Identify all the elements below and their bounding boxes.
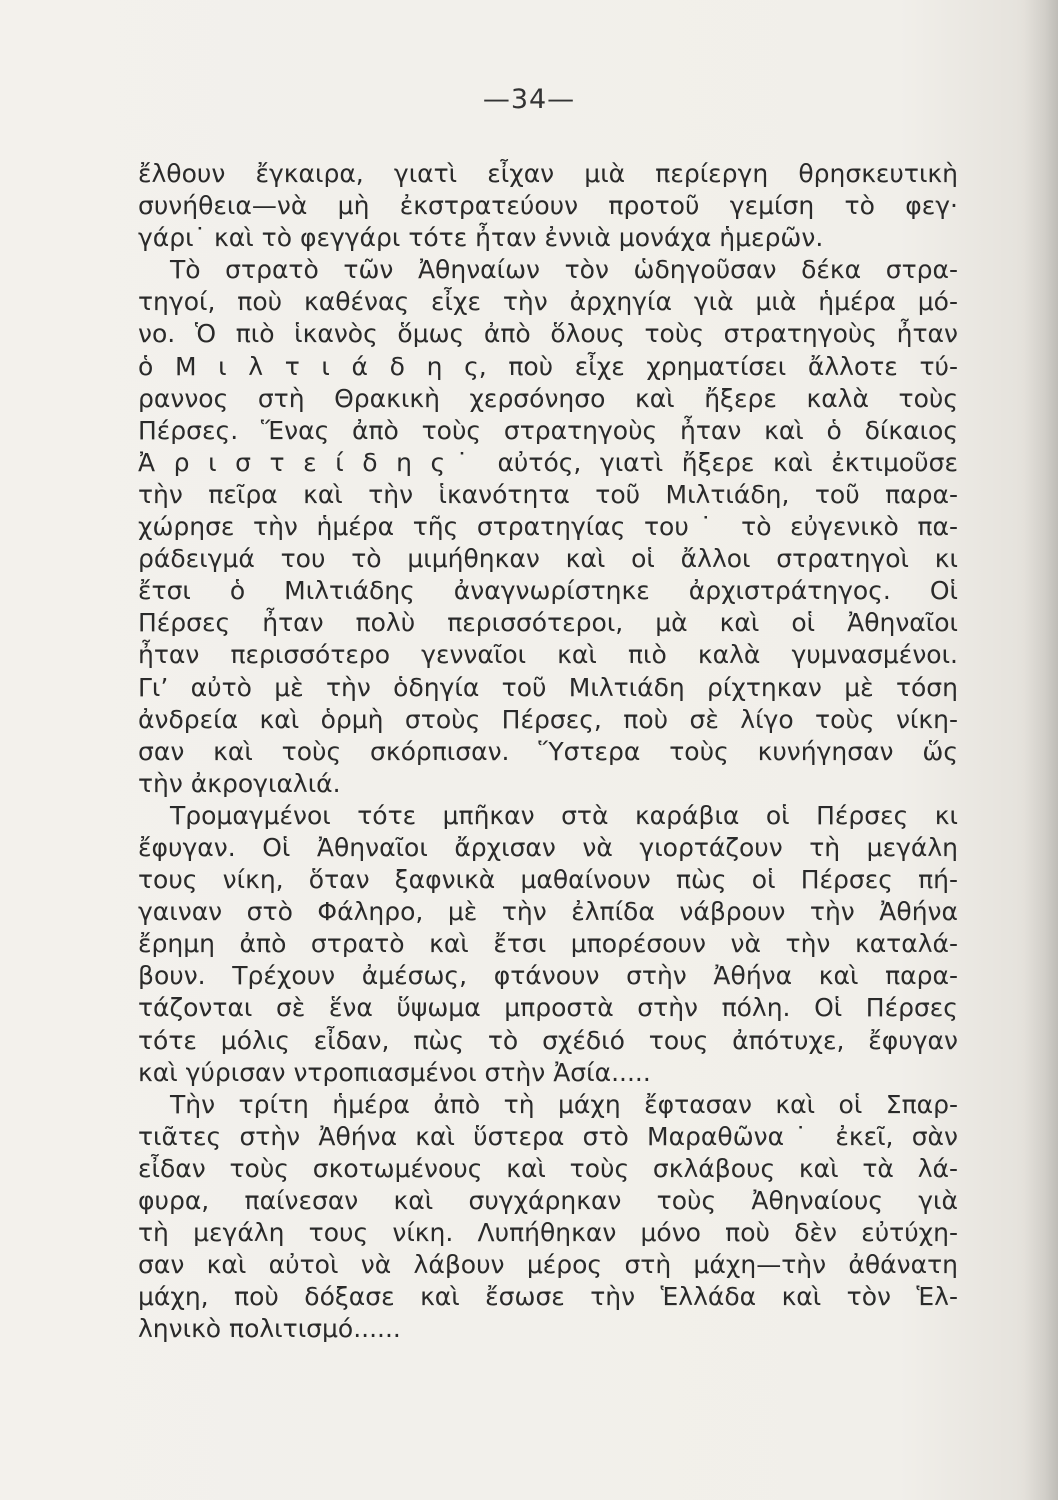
text-line: ἔρημη ἀπὸ στρατὸ καὶ ἔτσι μπορέσουν νὰ τὴν καταλά- bbox=[138, 929, 958, 959]
text-line: ἔτσι ὁ Μιλτιάδης ἀναγνωρίστηκε ἀρχιστράτηγος. Οἱ bbox=[138, 576, 958, 606]
text-line: Γι’ αὐτὸ μὲ τὴν ὁδηγία τοῦ Μιλτιάδη ρίχτηκαν μὲ τόση bbox=[138, 672, 958, 702]
text-line: ὁ Μ ι λ τ ι ά δ η ς, ποὺ εἶχε χρηματίσει ἄλλοτε τύ- bbox=[138, 351, 958, 381]
page-spine-shadow bbox=[1024, 0, 1058, 1500]
text-line: τάζονται σὲ ἕνα ὕψωμα μπροστὰ στὴν πόλη. Οἱ Πέρσες bbox=[138, 993, 958, 1023]
text-line: συνήθεια—νὰ μὴ ἐκστρατεύουν προτοῦ γεμίση τὸ φεγ· bbox=[138, 191, 958, 221]
text-line: γαιναν στὸ Φάληρο, μὲ τὴν ἐλπίδα νάβρουν τὴν Ἀθήνα bbox=[138, 897, 958, 927]
text-line: τους νίκη, ὅταν ξαφνικὰ μαθαίνουν πὼς οἱ Πέρσες πή- bbox=[138, 865, 958, 895]
text-line: ἀνδρεία καὶ ὁρμὴ στοὺς Πέρσες, ποὺ σὲ λίγο τοὺς νίκη- bbox=[138, 704, 958, 734]
text-line: μάχη, ποὺ δόξασε καὶ ἔσωσε τὴν Ἑλλάδα καὶ τὸν Ἑλ- bbox=[138, 1282, 958, 1312]
text-line: Πέρσες ἦταν πολὺ περισσότεροι, μὰ καὶ οἱ Ἀθηναῖοι bbox=[138, 608, 958, 638]
text-line: τηγοί, ποὺ καθένας εἶχε τὴν ἀρχηγία γιὰ μιὰ ἡμέρα μό- bbox=[138, 287, 958, 317]
text-line: βουν. Τρέχουν ἀμέσως, φτάνουν στὴν Ἀθήνα καὶ παρα- bbox=[138, 961, 958, 991]
text-line: σαν καὶ τοὺς σκόρπισαν. Ὕστερα τοὺς κυνήγησαν ὥς bbox=[138, 736, 958, 766]
text-line: χώρησε τὴν ἡμέρα τῆς στρατηγίας του˙ τὸ εὐγενικὸ πα- bbox=[138, 512, 958, 542]
text-line: τότε μόλις εἶδαν, πὼς τὸ σχέδιό τους ἀπότυχε, ἔφυγαν bbox=[138, 1025, 958, 1055]
text-line: ἔφυγαν. Οἱ Ἀθηναῖοι ἄρχισαν νὰ γιορτάζουν τὴ μεγάλη bbox=[138, 832, 958, 862]
text-line: καὶ γύρισαν ντροπιασμένοι στὴν Ἀσία..... bbox=[138, 1057, 651, 1087]
text-line: ἔλθουν ἔγκαιρα, γιατὶ εἶχαν μιὰ περίεργη θρησκευτικὴ bbox=[138, 159, 958, 188]
text-line: ραννος στὴ Θρακικὴ χερσόνησο καὶ ἤξερε καλὰ τοὺς bbox=[138, 383, 958, 413]
text-line: Πέρσες. Ἕνας ἀπὸ τοὺς στρατηγοὺς ἦταν καὶ ὁ δίκαιος bbox=[138, 415, 958, 445]
text-line: Τὴν τρίτη ἡμέρα ἀπὸ τὴ μάχη ἔφτασαν καὶ οἱ Σπαρ- bbox=[170, 1089, 958, 1119]
text-line: τὴ μεγάλη τους νίκη. Λυπήθηκαν μόνο ποὺ δὲν εὐτύχη- bbox=[138, 1218, 958, 1248]
text-line: εἶδαν τοὺς σκοτωμένους καὶ τοὺς σκλάβους καὶ τὰ λά- bbox=[138, 1153, 958, 1183]
text-line: ἦταν περισσότερο γενναῖοι καὶ πιὸ καλὰ γυμνασμένοι. bbox=[138, 640, 958, 670]
text-line: γάρι˙ καὶ τὸ φεγγάρι τότε ἦταν ἐννιὰ μονάχα ἡμερῶν. bbox=[138, 223, 824, 253]
text-line: νο. Ὁ πιὸ ἱκανὸς ὅμως ἀπὸ ὅλους τοὺς στρατηγοὺς ἦταν bbox=[138, 319, 958, 349]
text-line: Ἀ ρ ι σ τ ε ί δ η ς˙ αὐτός, γιατὶ ἤξερε καὶ ἐκτιμοῦσε bbox=[138, 447, 958, 477]
text-line: φυρα, παίνεσαν καὶ συγχάρηκαν τοὺς Ἀθηναίους γιὰ bbox=[138, 1186, 958, 1215]
text-line: τὴν ἀκρογιαλιά. bbox=[138, 768, 341, 798]
text-line: ληνικὸ πολιτισμό...... bbox=[138, 1314, 401, 1344]
text-line: σαν καὶ αὐτοὶ νὰ λάβουν μέρος στὴ μάχη—τὴν ἀθάνατη bbox=[138, 1250, 958, 1280]
text-line: τὴν πεῖρα καὶ τὴν ἱκανότητα τοῦ Μιλτιάδη, τοῦ παρα- bbox=[138, 479, 958, 509]
text-line: ράδειγμά του τὸ μιμήθηκαν καὶ οἱ ἄλλοι στρατηγοὶ κι bbox=[138, 544, 958, 574]
text-line: τιᾶτες στὴν Ἀθήνα καὶ ὕστερα στὸ Μαραθῶνα˙ ἐκεῖ, σὰν bbox=[138, 1121, 958, 1151]
text-line: Τὸ στρατὸ τῶν Ἀθηναίων τὸν ὡδηγοῦσαν δέκα στρα- bbox=[170, 255, 958, 285]
page-number: —34— bbox=[482, 84, 576, 115]
body-text bbox=[138, 158, 958, 1345]
text-line: Τρομαγμένοι τότε μπῆκαν στὰ καράβια οἱ Πέρσες κι bbox=[170, 800, 958, 830]
